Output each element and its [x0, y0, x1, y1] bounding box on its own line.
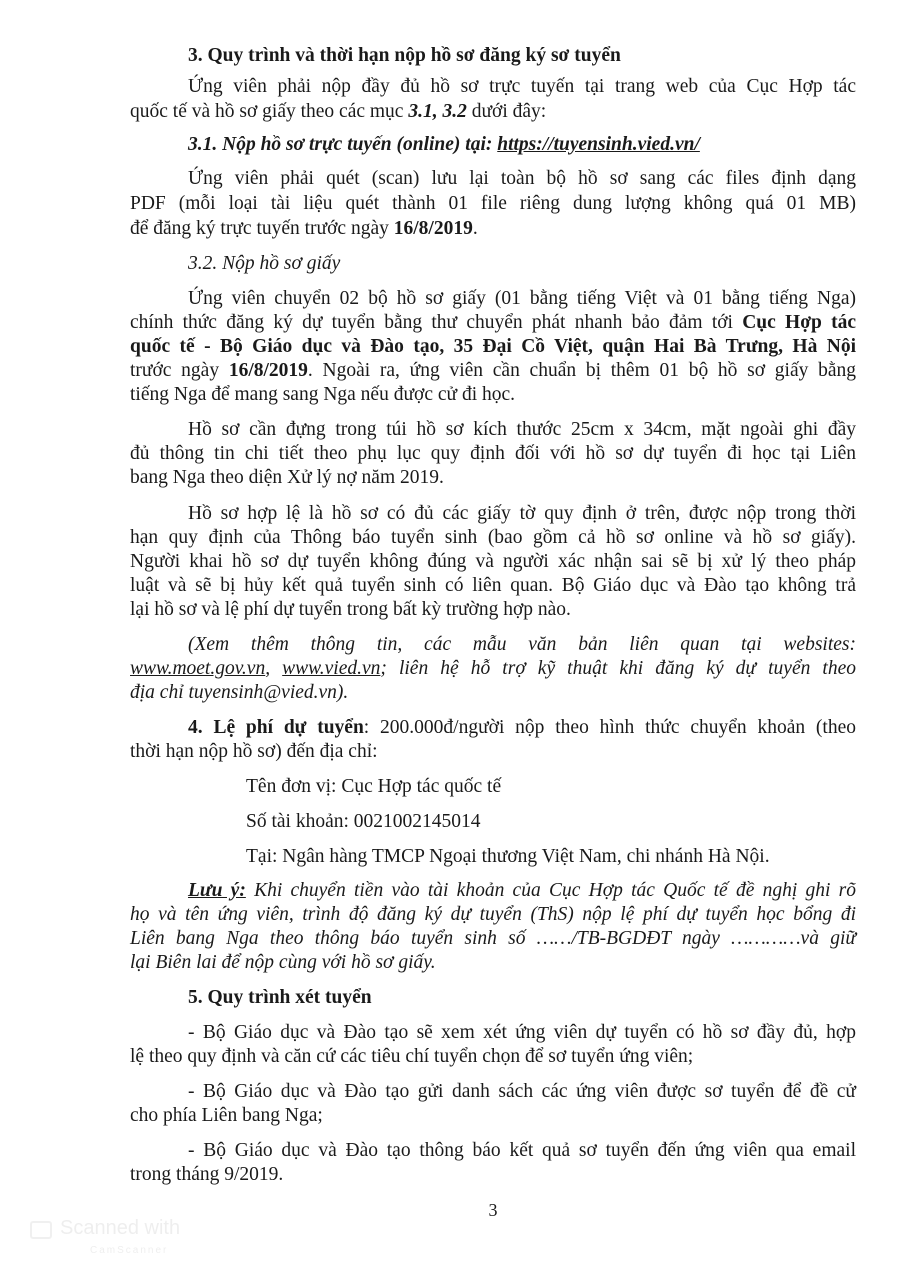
deadline-date: 16/8/2019 [393, 218, 473, 239]
bullet-line: cho phía Liên bang Nga; [130, 1105, 323, 1126]
paragraph-line: Hồ sơ cần đựng trong túi hồ sơ kích thước 25cm x 34cm, mặt ngoài ghi đầy [188, 419, 856, 440]
section-3-intro-line [130, 100, 856, 124]
paragraph-line: luật và sẽ bị hủy kết quả tuyển sinh có liên quan. Bộ Giáo dục và Đào tạo không trả [130, 575, 856, 596]
text: để đăng ký trực tuyến trước ngày [130, 218, 394, 239]
paragraph-line: bang Nga theo diện Xử lý nợ năm 2019. [130, 467, 444, 488]
address-line: quốc tế - Bộ Giáo dục và Đào tạo, 35 Đại Cồ Việt, quận Hai Bà Trưng, Hà Nội [130, 336, 856, 357]
text: trước ngày [130, 360, 229, 381]
tuyensinh-link[interactable]: https://tuyensinh.vied.vn/ [497, 134, 700, 155]
section-5-heading: 5. Quy trình xét tuyển [188, 987, 372, 1008]
watermark-text: Scanned with [60, 1217, 181, 1239]
paragraph-line [130, 311, 856, 335]
bank-name: Tại: Ngân hàng TMCP Ngoại thương Việt Nam, chi nhánh Hà Nội. [246, 846, 770, 867]
paragraph-line: Hồ sơ hợp lệ là hồ sơ có đủ các giấy tờ quy định ở trên, được nộp trong thời [188, 503, 856, 524]
bullet-line: - Bộ Giáo dục và Đào tạo gửi danh sách các ứng viên được sơ tuyển để đề cử [188, 1081, 856, 1102]
text: Khi chuyển tiền vào tài khoản của Cục Hợp tác Quốc tế đề nghị ghi rõ [245, 880, 857, 901]
paragraph-line [130, 217, 856, 241]
note-label: Lưu ý: [188, 880, 246, 901]
text: chính thức đăng ký dự tuyển bằng thư chuyển phát nhanh bảo đảm tới [130, 312, 743, 333]
paragraph-line: đủ thông tin chi tiết theo phụ lục quy định đối với hồ sơ dự tuyển đi học tại Liên [130, 443, 856, 464]
bullet-line: trong tháng 9/2019. [130, 1164, 284, 1185]
note-line: địa chỉ tuyensinh@vied.vn). [130, 682, 349, 703]
section-ref: 3.1, 3.2 [408, 101, 467, 122]
paragraph-line: Người khai hồ sơ dự tuyển không đúng và người xác nhận sai sẽ bị xử lý theo pháp [130, 551, 856, 572]
paragraph-line: PDF (mỗi loại tài liệu quét thành 01 file riêng dung lượng không quá 01 MB) [130, 193, 856, 214]
payment-note-line [130, 879, 856, 903]
bullet-line: lệ theo quy định và căn cứ các tiêu chí tuyển chọn để sơ tuyển ứng viên; [130, 1046, 694, 1067]
camscanner-watermark [20, 1215, 190, 1263]
paragraph-line: Ứng viên phải quét (scan) lưu lại toàn bộ hồ sơ sang các files định dạng [188, 168, 856, 189]
moet-link[interactable]: www.moet.gov.vn [130, 658, 266, 679]
text: : 200.000đ/người nộp theo hình thức chuyển khoản (theo [363, 717, 856, 738]
text: dưới đây: [466, 101, 547, 122]
unit-name: Tên đơn vị: Cục Hợp tác quốc tế [246, 776, 502, 797]
text: , [265, 658, 283, 679]
paragraph-line: tiếng Nga để mang sang Nga nếu được cử đi học. [130, 384, 516, 405]
bullet-line: - Bộ Giáo dục và Đào tạo sẽ xem xét ứng viên dự tuyển có hồ sơ đầy đủ, hợp [188, 1022, 856, 1043]
account-number: Số tài khoản: 0021002145014 [246, 811, 481, 832]
section-3-heading: 3. Quy trình và thời hạn nộp hồ sơ đăng ký sơ tuyển [188, 45, 621, 66]
section-4-line [130, 716, 856, 740]
paragraph-line: thời hạn nộp hồ sơ) đến địa chỉ: [130, 741, 378, 762]
note-line [130, 657, 856, 681]
paragraph-line: Ứng viên chuyển 02 bộ hồ sơ giấy (01 bằng tiếng Việt và 01 bằng tiếng Nga) [188, 288, 856, 309]
watermark-subtext: CamScanner [90, 1245, 169, 1256]
vied-link[interactable]: www.vied.vn [282, 658, 381, 679]
deadline-date: 16/8/2019 [228, 360, 308, 381]
text: quốc tế và hồ sơ giấy theo các mục [130, 101, 409, 122]
paragraph-line [130, 359, 856, 383]
section-4-heading: 4. Lệ phí dự tuyển [188, 717, 364, 738]
text: ; liên hệ hỗ trợ kỹ thuật khi đăng ký dự tuyển theo [380, 658, 856, 679]
bullet-line: - Bộ Giáo dục và Đào tạo thông báo kết quả sơ tuyển đến ứng viên qua email [188, 1140, 856, 1161]
payment-note-line: lại Biên lai để nộp cùng với hồ sơ giấy. [130, 952, 436, 973]
subsection-3-1-heading [130, 133, 856, 157]
heading-text: 3.1. Nộp hồ sơ trực tuyến (online) tại: [188, 134, 498, 155]
text: . Ngoài ra, ứng viên cần chuẩn bị thêm 01 bộ hồ sơ giấy bằng [307, 360, 857, 381]
payment-note-line: họ và tên ứng viên, trình độ đăng ký dự tuyển (ThS) nộp lệ phí dự tuyển học bổng đi [130, 904, 856, 925]
text: . [472, 218, 478, 239]
scanner-icon [30, 1221, 52, 1239]
bold-address: Cục Hợp tác [742, 312, 856, 333]
paragraph-line: lại hồ sơ và lệ phí dự tuyển trong bất kỳ trường hợp nào. [130, 599, 571, 620]
subsection-3-2-heading: 3.2. Nộp hồ sơ giấy [188, 253, 341, 274]
page-number: 3 [488, 1200, 498, 1220]
payment-note-line: Liên bang Nga theo thông báo tuyển sinh số ……/TB-BGDĐT ngày …………và giữ [130, 928, 856, 949]
note-line: (Xem thêm thông tin, các mẫu văn bản liên quan tại websites: [188, 634, 856, 655]
section-3-intro-line: Ứng viên phải nộp đầy đủ hồ sơ trực tuyến tại trang web của Cục Hợp tác [188, 76, 856, 97]
paragraph-line: hạn quy định của Thông báo tuyển sinh (bao gồm cả hồ sơ online và hồ sơ giấy). [130, 527, 856, 548]
